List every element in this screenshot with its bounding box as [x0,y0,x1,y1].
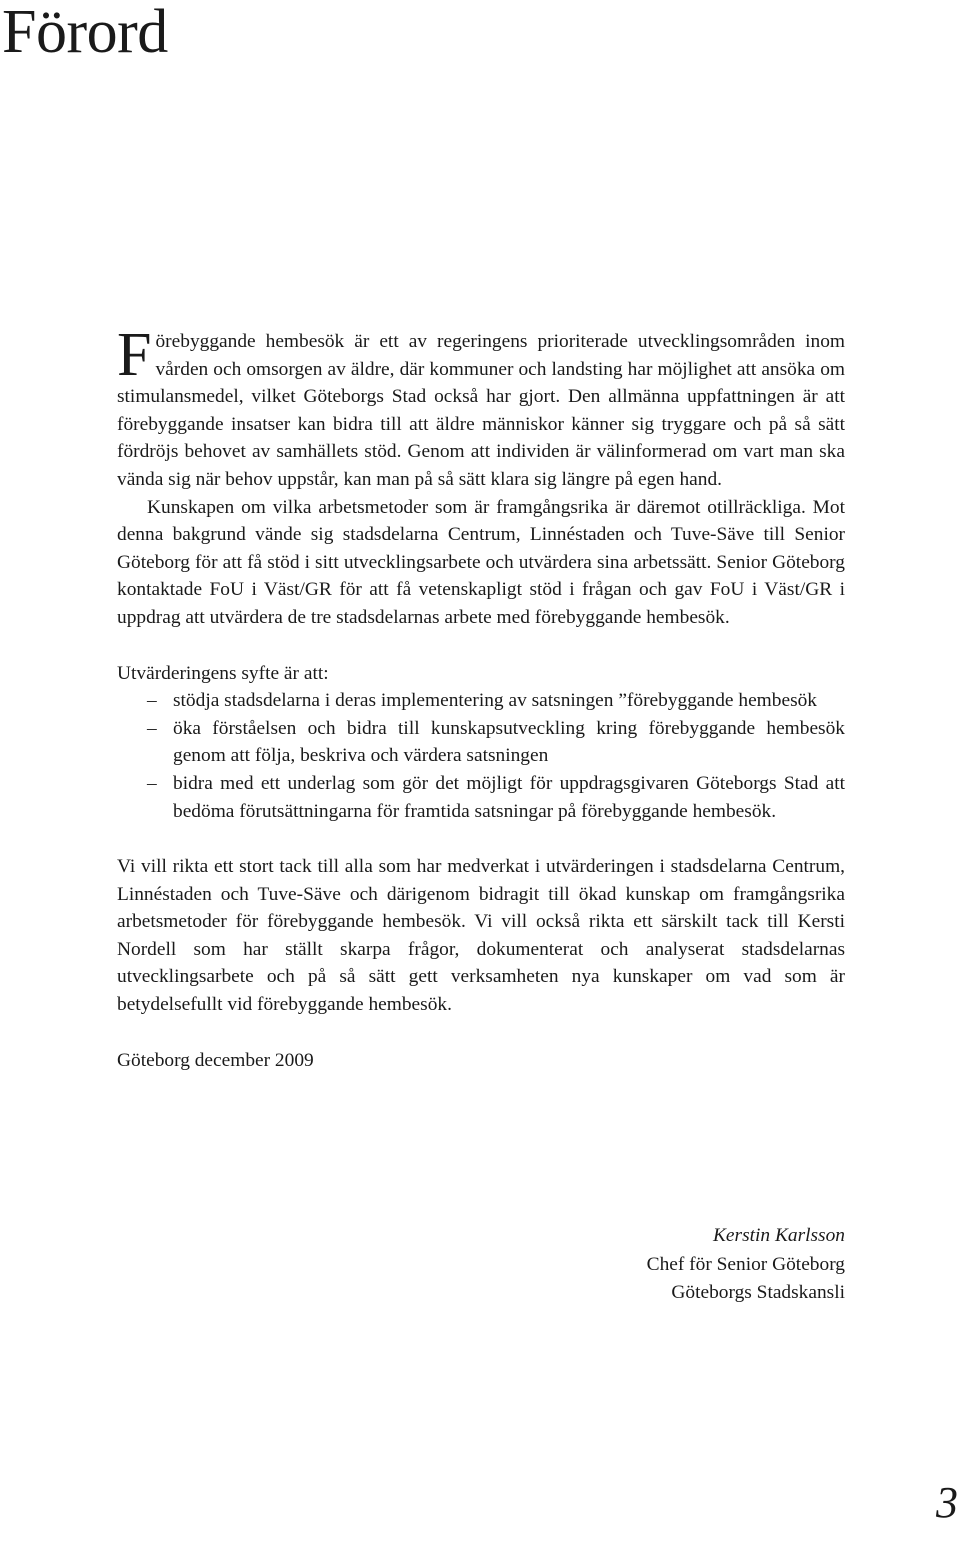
dash-marker: – [147,690,157,712]
thanks-paragraph: Vi vill rikta ett stort tack till alla som har medverkat i utvärderingen i stadsdelarna Centrum, Linnéstaden och Tuve-Säve och därigenom bidragit till ökad kunskap om framgångsrika arbetsmetoder för förebyggande hembesök. Vi vill också rikta ett särskilt tack till Kersti Nordell som har ställt skarpa frågor, dokumenterat och analyserat stadsdelarnas utvecklingsarbete och på så sätt gett verksamheten nya kunskaper om vad som är betydelsefullt vid förebyggande hembesök. [117,856,845,1016]
intro-text: örebyggande hembesök är ett av regeringens prioriterade utvecklingsområden inom vården och omsorgen av äldre, där kommuner och landsting har möjlighet att ansöka om stimulansmedel, vilket Göteborgs Stad också har gjort. Den allmänna uppfattningen är att förebyggande insatser kan bidra till att äldre människor känner sig tryggare och på så sätt fördröjs behovet av samhällets stöd. Genom att individen är välinformerad om vart man ska vända sig när behov uppstår, kan man på så sätt klara sig längre på egen hand. [117,331,845,490]
purpose-list [117,687,845,825]
list-item [117,715,845,770]
dash-marker: – [147,772,157,794]
list-item-text: öka förståelsen och bidra till kunskapsutveckling kring förebyggande hembesök genom att följa, beskriva och värdera satsningen [173,717,845,767]
list-item-text: stödja stadsdelarna i deras implementering av satsningen ”förebyggande hembesök [173,690,818,712]
signatory-role: Chef för Senior Göteborg [646,1253,845,1275]
signature-block [647,1222,845,1308]
list-item [117,770,845,825]
intro-paragraph [117,321,845,494]
dateline: Göteborg december 2009 [117,1049,314,1071]
background-paragraph: Kunskapen om vilka arbetsmetoder som är framgångsrika är däremot otillräckliga. Mot denna bakgrund vände sig stadsdelarna Centrum, Linnéstaden och Tuve-Säve till Senior Göteborg för att få stöd i sitt utvecklingsarbete och utvärdera sina arbetssätt. Senior Göteborg kontaktade FoU i Väst/GR för att få vetenskapligt stöd i frågan och gav FoU i Väst/GR i uppdrag att utvärdera de tre stadsdelarnas arbete med förebyggande hembesök. [117,496,845,628]
page-title: Förord [2,0,168,66]
dash-marker: – [147,717,157,739]
list-item [117,687,845,715]
purpose-lead: Utvärderingens syfte är att: [117,662,329,684]
list-item-text: bidra med ett underlag som gör det möjligt för uppdragsgivaren Göteborgs Stad att bedöma förutsättningarna för framtida satsningar på förebyggande hembesök. [173,772,845,822]
foreword-body [117,321,845,1074]
signatory-name: Kerstin Karlsson [713,1225,845,1246]
drop-cap: F [117,321,152,389]
page-number: 3 [936,1478,958,1527]
signatory-organization: Göteborgs Stadskansli [671,1282,845,1303]
